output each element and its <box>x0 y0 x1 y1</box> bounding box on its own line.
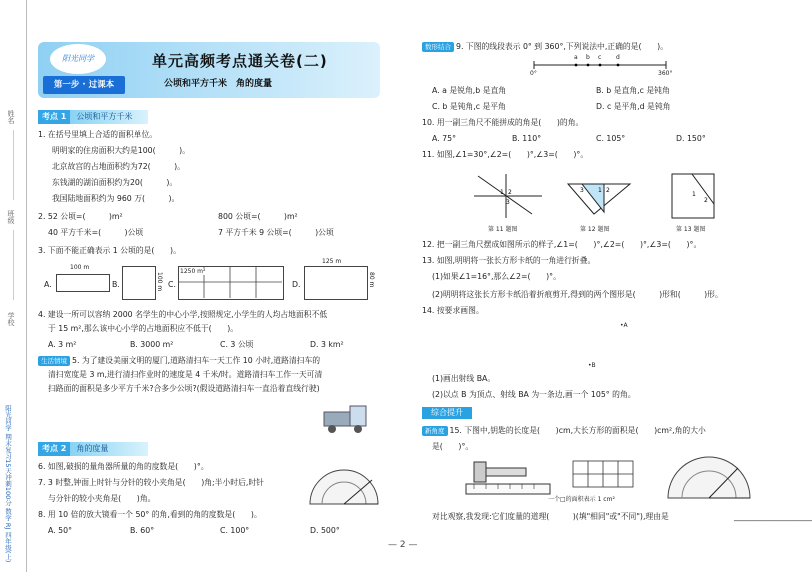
section-1-name: 公顷和平方千米 <box>76 112 133 121</box>
q3-dim-a: 100 m <box>70 264 90 271</box>
class-label: 班级 <box>7 210 15 224</box>
name-line <box>13 130 14 200</box>
q3-dim-b: 100 m <box>156 272 163 292</box>
question-8: 8. 用 10 倍的放大镜看一个 50° 的角,看到的角的度数是( )。 <box>38 510 262 519</box>
q9-axis-0: 0° <box>530 70 537 77</box>
figure-11 <box>472 168 544 226</box>
protractor-icon <box>306 462 382 512</box>
question-5c: 扫路面的面积是多少平方千米?合多少公顷?(假设道路清扫车一直沿着直线行驶) <box>48 384 320 393</box>
protractor-q15-icon <box>664 448 754 506</box>
step-badge: 第一步 · 过课本 <box>43 76 125 94</box>
q9-axis-d: d <box>616 54 620 61</box>
question-2b: 800 公顷=( )m² <box>218 212 298 221</box>
question-3: 3. 下面不能正确表示 1 公顷的是( )。 <box>38 246 181 255</box>
question-2c: 40 平方千米=( )公顷 <box>48 228 144 237</box>
q10-option-d: D. 150° <box>676 134 706 143</box>
q4-option-d: D. 3 km² <box>310 340 344 349</box>
q9-number-line <box>532 56 672 75</box>
svg-text:2: 2 <box>508 189 512 196</box>
q9-axis-a: a <box>574 54 578 61</box>
question-4b: 于 15 m²,那么该中心小学的占地面积应不低于( )。 <box>48 324 239 333</box>
section-1-tag <box>38 110 148 124</box>
point-a: •A <box>620 322 628 329</box>
section-2-name: 角的度量 <box>76 444 109 453</box>
q9-option-d: D. c 是平角,d 是钝角 <box>596 102 671 111</box>
question-5 <box>38 356 320 366</box>
q15-tag: 新角度 <box>422 426 448 436</box>
question-7: 7. 3 时整,钟面上时针与分针的较小夹角是( )角;半小时后,时针 <box>38 478 264 487</box>
q3-shape-d <box>304 266 368 300</box>
book-brand: 阳光同学 期末复习15天冲刺100分 数学 RJ 四年级(上) <box>4 404 12 562</box>
q9-text: 9. 下图的线段表示 0° 到 360°,下列说法中,正确的是( )。 <box>456 42 668 51</box>
svg-text:1: 1 <box>692 191 696 198</box>
question-1: 1. 在括号里填上合适的面积单位。 <box>38 130 158 139</box>
q9-option-a: A. a 是锐角,b 是直角 <box>432 86 507 95</box>
question-14a: (1)画出射线 BA。 <box>432 374 496 383</box>
point-a-label: A <box>623 322 628 329</box>
point-b-label: B <box>591 362 596 369</box>
question-15d: 对比观察,我发现:它们度量的道理( )(填"相同"或"不同"),理由是 <box>432 512 669 521</box>
name-label: 姓名 <box>7 110 15 124</box>
q3-option-c: C. <box>168 280 176 289</box>
grid-rectangle-figure <box>572 460 634 494</box>
q4-option-b: B. 3000 m² <box>130 340 174 349</box>
question-9 <box>422 42 668 52</box>
question-4: 4. 建设一所可以容纳 2000 名学生的中心小学,按照规定,小学生的人均占地面积不低 <box>38 310 328 319</box>
q9-axis-360: 360° <box>658 70 673 77</box>
brand-logo: 阳光同学 <box>50 44 106 74</box>
question-1d: 我国陆地面积约为 960 万( )。 <box>52 194 180 203</box>
q4-option-a: A. 3 m² <box>48 340 77 349</box>
svg-text:2: 2 <box>704 197 708 204</box>
answer-blank[interactable]: ____________________ <box>734 512 812 521</box>
question-11: 11. 如图,∠1=30°,∠2=( )°,∠3=( )°。 <box>422 150 589 159</box>
question-2a: 2. 52 公顷=( )m² <box>38 212 123 221</box>
q9-option-c: C. b 是钝角,c 是平角 <box>432 102 506 111</box>
question-14: 14. 按要求画图。 <box>422 306 484 315</box>
question-1a: 明明家的住房面积大约是100( )。 <box>52 146 190 155</box>
page-title: 单元高频考点通关卷(二) <box>152 52 328 70</box>
q9-option-b: B. b 是直角,c 是钝角 <box>596 86 670 95</box>
section-2-label: 考点 2 <box>38 442 70 456</box>
q10-option-a: A. 75° <box>432 134 456 143</box>
q8-option-d: D. 500° <box>310 526 340 535</box>
question-14b: (2)以点 B 为顶点、射线 BA 为一条边,画一个 105° 的角。 <box>432 390 636 399</box>
question-5b: 清扫宽度是 3 m,进行清扫作业时的速度是 4 千米/时。道路清扫车工作一天可清 <box>48 370 323 379</box>
question-15 <box>422 426 706 436</box>
question-12: 12. 把一副三角尺摆成如图所示的样子,∠1=( )°,∠2=( )°,∠3=( )°。 <box>422 240 702 249</box>
q8-option-a: A. 50° <box>48 526 72 535</box>
caption-12: 第 12 题图 <box>580 226 610 233</box>
figure-12 <box>564 180 636 224</box>
section-1-label: 考点 1 <box>38 110 70 124</box>
q3-option-a: A. <box>44 280 52 289</box>
q9-tag: 数形结合 <box>422 42 454 52</box>
question-10: 10. 用一副三角尺不能拼成的角是( )的角。 <box>422 118 584 127</box>
question-13a: (1)如果∠1=16°,那么∠2=( )°。 <box>432 272 561 281</box>
question-15b: 是( )°。 <box>432 442 474 451</box>
svg-text:3: 3 <box>506 199 510 206</box>
svg-text:3: 3 <box>580 187 584 194</box>
point-b: •B <box>588 362 596 369</box>
question-6: 6. 如图,破损的量角器所量的角的度数是( )°。 <box>38 462 209 471</box>
question-13b: (2)明明将这张长方形卡纸沿着折痕剪开,得到的两个图形是( )形和( )形。 <box>432 290 723 299</box>
section-2-tag <box>38 442 148 456</box>
q9-axis-c: c <box>598 54 602 61</box>
question-13: 13. 如图,明明将一张长方形卡纸的一角进行折叠。 <box>422 256 596 265</box>
q9-axis-b: b <box>586 54 590 61</box>
q8-option-c: C. 100° <box>220 526 250 535</box>
binding-margin <box>0 0 27 572</box>
q3-dim-d1: 125 m <box>322 258 342 265</box>
section-3-tag: 综合提升 <box>422 407 472 419</box>
street-sweeper-icon <box>322 402 372 440</box>
q10-option-c: C. 105° <box>596 134 626 143</box>
q3-option-d: D. <box>292 280 301 289</box>
svg-text:1: 1 <box>598 187 602 194</box>
class-line <box>13 230 14 300</box>
q3-dim-d2: 80 m <box>368 272 375 288</box>
page-subtitle: 公顷和平方千米 角的度量 <box>164 79 273 89</box>
question-2d: 7 平方千米 9 公顷=( )公顷 <box>218 228 334 237</box>
figure-13 <box>670 172 720 224</box>
q3-shape-b <box>122 266 156 300</box>
svg-text:1: 1 <box>500 189 504 196</box>
q8-option-b: B. 60° <box>130 526 155 535</box>
svg-text:2: 2 <box>606 187 610 194</box>
q15-text: 15. 下图中,钥匙的长度是( )cm,大长方形的面积是( )cm²,角的大小 <box>449 426 706 435</box>
unit-square-note: 一个□的面积表示 1 cm² <box>548 496 615 503</box>
q3-shape-a <box>56 274 110 292</box>
q4-option-c: C. 3 公顷 <box>220 340 254 349</box>
q5-tag: 生活情境 <box>38 356 70 366</box>
caption-11: 第 11 题图 <box>488 226 518 233</box>
q10-option-b: B. 110° <box>512 134 542 143</box>
q3-option-b: B. <box>112 280 120 289</box>
key-ruler-figure <box>464 458 554 502</box>
page-number: — 2 — <box>388 540 418 550</box>
header-banner <box>38 42 380 98</box>
question-1c: 东钱湖的湖泊面积约为20( )。 <box>52 178 178 187</box>
question-1b: 北京故宫的占地面积约为72( )。 <box>52 162 185 171</box>
school-label: 学校 <box>7 312 15 326</box>
question-7b: 与分针的较小夹角是( )角。 <box>48 494 156 503</box>
q3-dim-c: 1250 m² <box>180 268 206 275</box>
caption-13: 第 13 题图 <box>676 226 706 233</box>
q5-text: 5. 为了建设美丽文明的厦门,道路清扫车一天工作 10 小时,道路清扫车的 <box>72 356 321 365</box>
